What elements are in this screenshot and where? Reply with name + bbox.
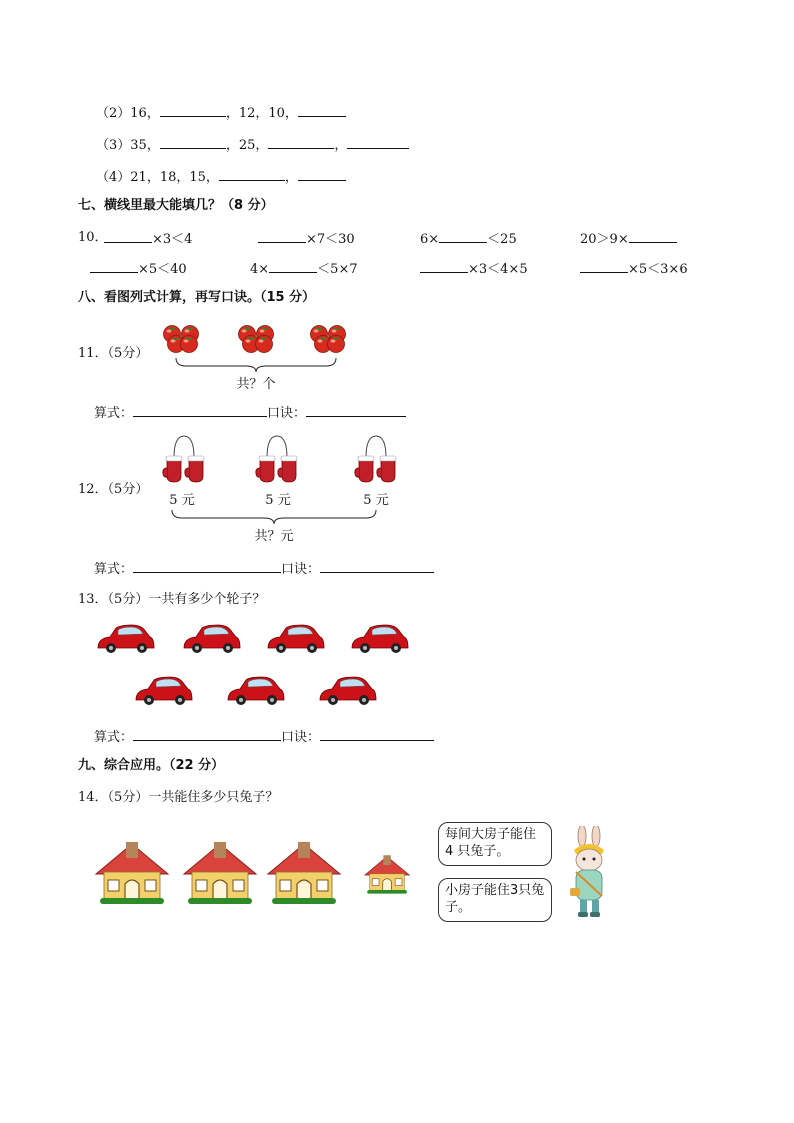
question-12-label: 12．（5分） [78, 482, 149, 497]
car [268, 625, 324, 653]
big-house [184, 842, 256, 904]
answer-blank[interactable] [580, 260, 628, 273]
price-label: 5 元 [265, 493, 291, 508]
tomato-group [164, 326, 199, 353]
speech-bubble-big-house: 每间大房子能住 4 只兔子。 [438, 822, 552, 866]
car [98, 625, 154, 653]
answer-blank[interactable] [258, 230, 306, 243]
mitten-pair [256, 436, 297, 482]
answer-blank[interactable] [347, 136, 409, 149]
formula-blank[interactable] [133, 560, 281, 573]
car [228, 677, 284, 705]
formula-row-13: 算式： 口诀： [94, 728, 434, 746]
answer-blank[interactable] [629, 230, 677, 243]
answer-blank[interactable] [160, 104, 226, 117]
verse-blank[interactable] [320, 728, 434, 741]
speech-bubble-small-house: 小房子能住3只兔子。 [438, 878, 552, 922]
formula-blank[interactable] [133, 728, 281, 741]
brace [176, 358, 336, 372]
answer-blank[interactable] [439, 230, 487, 243]
big-house [268, 842, 340, 904]
rabbit-icon [556, 826, 622, 922]
big-house [96, 842, 168, 904]
inequality-1: ×3＜4 [104, 230, 192, 248]
tomato-caption: 共？个 [236, 377, 276, 392]
inequality-8: ×5＜3×6 [580, 260, 688, 278]
sequence-4: （4）21，18，15， ， [96, 168, 346, 186]
inequality-7: ×3＜4×5 [420, 260, 528, 278]
car [320, 677, 376, 705]
tomato-group [239, 326, 274, 353]
formula-row-11: 算式： 口诀： [94, 404, 406, 422]
section-8-heading: 八、看图列式计算，再写口诀。（15 分） [78, 290, 316, 305]
car [136, 677, 192, 705]
question-14-label: 14．（5分）一共能住多少只兔子？ [78, 790, 279, 805]
inequality-5: ×5＜40 [90, 260, 187, 278]
sequence-2: （2）16， ，12，10， [96, 104, 346, 122]
mitten-picture [152, 432, 404, 548]
formula-row-12: 算式： 口诀： [94, 560, 434, 578]
question-10-number: 10． [78, 230, 108, 245]
sequence-3: （3）35， ，25， ， [96, 136, 409, 154]
small-house [365, 855, 410, 893]
mitten-caption: 共？元 [254, 529, 294, 544]
inequality-4: 20＞9× [580, 230, 677, 248]
car [184, 625, 240, 653]
inequality-2: ×7＜30 [258, 230, 355, 248]
inequality-6: 4× ＜5×7 [250, 262, 358, 277]
inequality-3: 6× ＜25 [420, 232, 517, 247]
answer-blank[interactable] [298, 104, 346, 117]
question-13-label: 13．（5分）一共有多少个轮子？ [78, 592, 266, 607]
formula-blank[interactable] [133, 404, 267, 417]
mitten-pair [355, 436, 396, 482]
verse-blank[interactable] [320, 560, 434, 573]
answer-blank[interactable] [104, 230, 152, 243]
section-7-heading: 七、横线里最大能填几？（8 分） [78, 198, 274, 213]
mitten-pair [163, 436, 204, 482]
car-picture [94, 616, 410, 714]
tomato-picture [156, 314, 356, 396]
answer-blank[interactable] [90, 260, 138, 273]
answer-blank[interactable] [298, 168, 346, 181]
tomato-group [311, 326, 346, 353]
answer-blank[interactable] [219, 168, 285, 181]
section-9-heading: 九、综合应用。（22 分） [78, 758, 225, 773]
price-label: 5 元 [363, 493, 389, 508]
answer-blank[interactable] [420, 260, 468, 273]
car [352, 625, 408, 653]
answer-blank[interactable] [268, 136, 334, 149]
answer-blank[interactable] [160, 136, 226, 149]
price-label: 5 元 [169, 493, 195, 508]
answer-blank[interactable] [269, 260, 317, 273]
verse-blank[interactable] [306, 404, 406, 417]
question-11-label: 11．（5分） [78, 346, 149, 361]
houses-picture [94, 820, 424, 928]
brace [172, 510, 376, 524]
